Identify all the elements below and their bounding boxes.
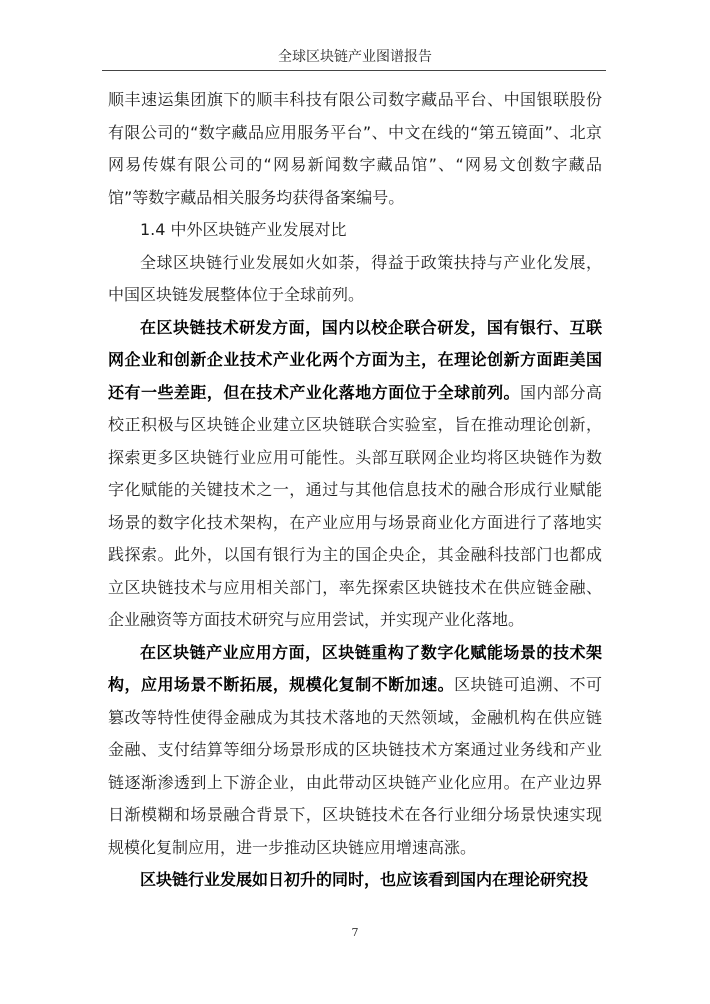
paragraph-bold-lead: 在区块链产业应用方面，区块链重构了数字化赋能场景的技术架构，应用场景不断拓展，规模化复制不断加速。	[108, 642, 602, 694]
page-header-title: 全球区块链产业图谱报告	[278, 49, 432, 65]
paragraph-text: 国内部分高校正积极与区块链企业建立区块链联合实验室，旨在推动理论创新，探索更多区块链行业应用可能性。头部互联网企业均将区块链作为数字化赋能的关键技术之一，通过与其他信息技术的融合形成行业赋能场景的数字化技术架构，在产业应用与场景商业化方面进行了落地实践探索。此外，以国有银行为主的国企央企，其金融科技部门也都成立区块链技术与应用相关部门，率先探索区块链技术在供应链金融、企业融资等方面技术研究与应用尝试，并实现产业化落地。	[108, 382, 602, 629]
section-heading: 1.4 中外区块链产业发展对比	[140, 220, 347, 239]
paragraph-application	[108, 637, 602, 865]
paragraph-rnd	[108, 312, 602, 637]
paragraph-bold-lead: 区块链行业发展如日初升的同时，也应该看到国内在理论研究投	[140, 870, 589, 889]
paragraph-text: 区块链可追溯、不可篡改等特性使得金融成为其技术落地的天然领域，金融机构在供应链金融、支付结算等细分场景形成的区块链技术方案通过业务线和产业链逐渐渗透到上下游企业，由此带动区块链产业化应用。在产业边界日渐模糊和场景融合背景下，区块链技术在各行业细分场景快速实现规模化复制应用，进一步推动区块链应用增速高涨。	[108, 675, 602, 857]
paragraph-overview	[108, 247, 602, 312]
header-divider	[102, 70, 606, 71]
paragraph-text: 全球区块链行业发展如火如荼，得益于政策扶持与产业化发展，中国区块链发展整体位于全球前列。	[108, 252, 602, 304]
paragraph-bold-lead: 在区块链技术研发方面，国内以校企联合研发，国有银行、互联网企业和创新企业技术产业化两个方面为主，在理论创新方面距美国还有一些差距，但在技术产业化落地方面位于全球前列。	[108, 317, 602, 402]
paragraph-continuation	[108, 84, 602, 214]
document-body	[108, 84, 602, 897]
page-number: 7	[351, 926, 359, 939]
paragraph-trailing	[108, 864, 602, 897]
paragraph-text: 顺丰速运集团旗下的顺丰科技有限公司数字藏品平台、中国银联股份有限公司的“数字藏品应用服务平台”、中文在线的“第五镜面”、北京网易传媒有限公司的“网易新闻数字藏品馆”、“网易文创数字藏品馆”等数字藏品相关服务均获得备案编号。	[108, 90, 602, 207]
